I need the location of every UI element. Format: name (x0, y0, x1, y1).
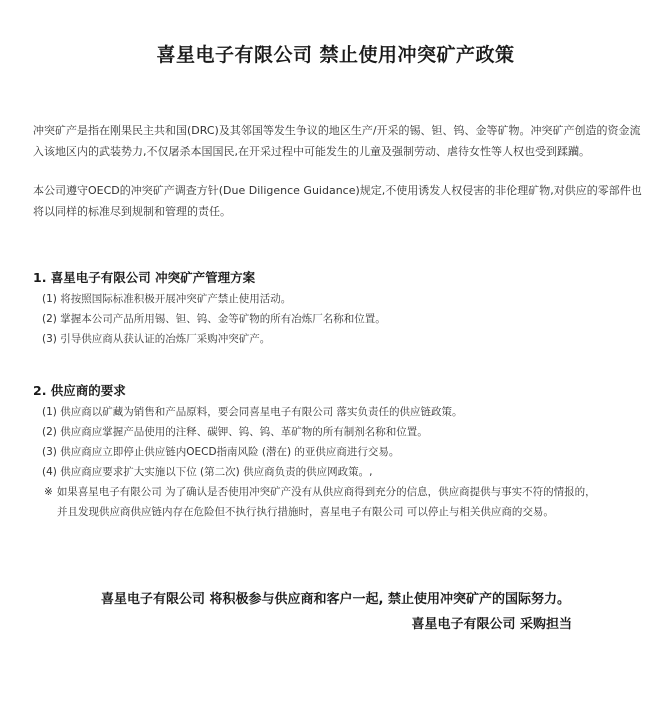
closing-statement: 喜星电子有限公司 将积极参与供应商和客户一起, 禁止使用冲突矿产的国际努力。 (101, 592, 570, 607)
note-line-1: 如果喜星电子有限公司 为了确认是否使用冲突矿产没有从供应商得到充分的信息，供应商提供与事实不符的情报的， (56, 486, 596, 498)
section-1-list (42, 289, 642, 349)
list-item: (2) 供应商应掌握产品使用的注释、碳钾、钨、钨、革矿物的所有制剂名称和位置。 (42, 426, 428, 438)
list-item: (2) 掌握本公司产品所用锡、钽、钨、金等矿物的所有冶炼厂名称和位置。 (42, 313, 386, 325)
note-mark: ※ (44, 486, 53, 498)
list-item: (3) 引导供应商从获认证的冶炼厂采购冲突矿产。 (42, 333, 271, 345)
section-2-heading: 2. 供应商的要求 (33, 383, 126, 398)
signature: 喜星电子有限公司 采购担当 (411, 617, 572, 632)
list-item: (1) 供应商以矿藏为销售和产品原料，要会同喜星电子有限公司 落实负责任的供应链政策。 (42, 406, 463, 418)
note-line-2: 并且发现供应商供应链内存在危险但不执行执行措施时，喜星电子有限公司 可以停止与相关供应商的交易。 (57, 506, 554, 518)
section-1-heading: 1. 喜星电子有限公司 冲突矿产管理方案 (33, 270, 256, 285)
intro-paragraph-1: 冲突矿产是指在刚果民主共和国(DRC)及其邻国等发生争议的地区生产/开采的锡、钽、钨、金等矿物。冲突矿产创造的资金流入该地区内的武装势力,不仅屠杀本国国民,在开采过程中可能发生的儿童及强制劳动、虐待女性等人权也受到蹂躏。 (33, 124, 641, 158)
list-item: (1) 将按照国际标准积极开展冲突矿产禁止使用活动。 (42, 293, 292, 305)
section-2-list (42, 402, 642, 482)
page-title: 喜星电子有限公司 禁止使用冲突矿产政策 (156, 44, 515, 66)
list-item: (3) 供应商应立即停止供应链内OECD指南风险 (潜在) 的亚供应商进行交易。 (42, 446, 400, 458)
section-2-note (44, 482, 644, 522)
list-item: (4) 供应商应要求扩大实施以下位 (第二次) 供应商负责的供应网政策。, (42, 466, 373, 478)
intro-paragraph-2: 本公司遵守OECD的冲突矿产调查方针(Due Diligence Guidance)规定,不使用诱发人权侵害的非伦理矿物,对供应的零部件也将以同样的标准尽到规制和管理的责任。 (33, 184, 642, 218)
